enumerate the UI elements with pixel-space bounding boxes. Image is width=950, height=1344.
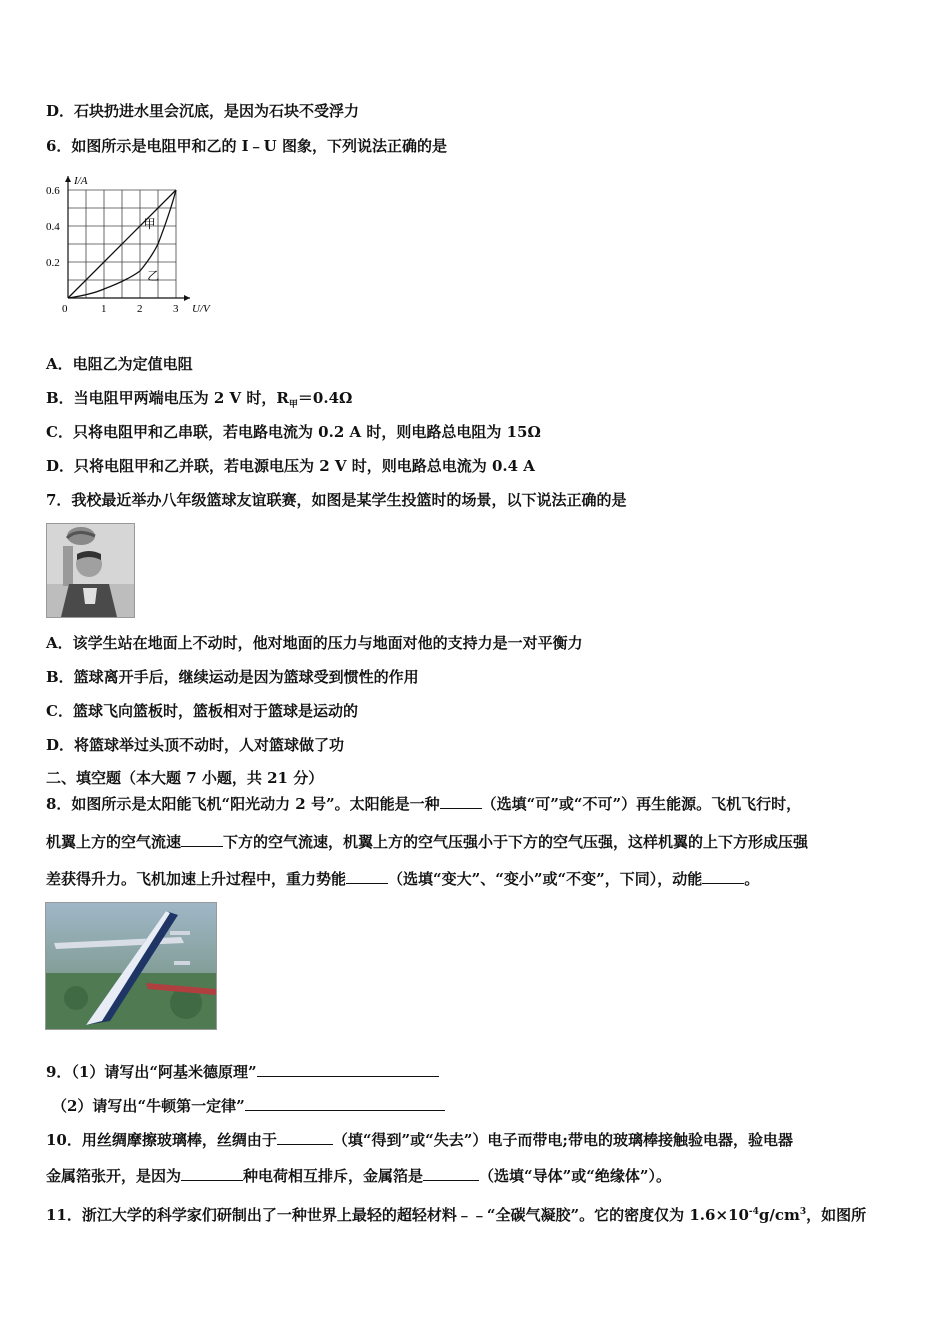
q10-line-2: 金属箔张开，是因为 种电荷相互排斥，金属箔是 （选填“导体”或“绝缘体”）。 <box>46 1167 672 1185</box>
q8-blank-1[interactable] <box>440 793 482 809</box>
q8-line-2: 机翼上方的空气流速 下方的空气流速，机翼上方的空气压强小于下方的空气压强，这样机翼的上下方形成压强 <box>46 833 809 851</box>
q10-blank-1[interactable] <box>277 1129 333 1145</box>
q8-blank-4[interactable] <box>702 868 744 884</box>
q6-option-d: D．只将电阻甲和乙并联，若电源电压为 2 V 时，则电路总电流为 0.4 A <box>46 457 535 475</box>
q7-option-a: A．该学生站在地面上不动时，他对地面的压力与地面对他的支持力是一对平衡力 <box>46 634 583 652</box>
q6-stem: 6．如图所示是电阻甲和乙的 I﹣U 图象，下列说法正确的是 <box>46 137 447 155</box>
y-tick-label: 0.4 <box>46 221 60 233</box>
q6-option-b: B．当电阻甲两端电压为 2 V 时，$R_甲=0.4\Omega$ <box>46 389 353 410</box>
q8-blank-2[interactable] <box>181 831 223 847</box>
q9-part-2: （2）请写出“牛顿第一定律” <box>52 1095 445 1117</box>
q5-option-d: D．石块扔进水里会沉底，是因为石块不受浮力 <box>46 102 360 120</box>
exponent-2: 3 <box>799 1207 807 1217</box>
x-axis-label: U/V <box>192 303 210 315</box>
q7-stem: 7．我校最近举办八年级篮球友谊联赛，如图是某学生投篮时的场景，以下说法正确的是 <box>46 491 627 509</box>
q9-part-1: 9．（1）请写出“阿基米德原理” <box>46 1061 439 1083</box>
iu-chart <box>44 168 224 320</box>
x-axis-arrow <box>184 295 190 301</box>
series-label-0: 甲 <box>143 216 156 231</box>
y-axis-arrow <box>65 176 71 182</box>
x-tick-label: 1 <box>101 303 107 315</box>
q6-option-c: C．只将电阻甲和乙串联，若电路电流为 0.2 A 时，则电路总电阻为 15Ω <box>46 423 541 441</box>
y-tick-label: 0.2 <box>46 257 60 269</box>
q8-blank-3[interactable] <box>346 868 388 884</box>
q8-line-3: 差获得升力。飞机加速上升过程中，重力势能 （选填“变大”、“变小”或“不变”，下同），动能 。 <box>46 870 760 888</box>
x-tick-label: 3 <box>173 303 179 315</box>
q10-blank-3[interactable] <box>423 1165 479 1181</box>
q7-option-d: D．将篮球举过头顶不动时，人对篮球做了功 <box>46 736 345 754</box>
y-tick-label: 0.6 <box>46 185 60 197</box>
q9-blank-1[interactable] <box>257 1061 439 1077</box>
solar-plane-photo <box>45 902 217 1030</box>
q8-line-1: 8．如图所示是太阳能飞机“阳光动力 2 号”。太阳能是一种 （选填“可”或“不可”）再生能源。飞机飞行时， <box>46 795 802 813</box>
y-axis-label: I/A <box>74 175 88 187</box>
q7-option-c: C．篮球飞向篮板时，篮板相对于篮球是运动的 <box>46 702 358 720</box>
q9-blank-2[interactable] <box>245 1095 445 1111</box>
basketball-photo <box>46 523 135 618</box>
x-tick-label: 0 <box>62 303 68 315</box>
section-2-heading: 二、填空题（本大题 7 小题，共 21 分） <box>46 769 324 787</box>
q11-line-1: 11．浙江大学的科学家们研制出了一种世界上最轻的超轻材料﹣﹣“全碳气凝胶”。它的密度仅为 $1.6\times 10^{-4}g/cm^3$，如图所 <box>46 1206 867 1224</box>
q6-option-a: A．电阻乙为定值电阻 <box>46 355 193 373</box>
series-label-1: 乙 <box>147 269 160 283</box>
q10-blank-2[interactable] <box>181 1165 243 1181</box>
exponent-1: -4 <box>748 1207 759 1217</box>
r-subscript: 甲 <box>288 400 298 410</box>
x-tick-label: 2 <box>137 303 143 315</box>
q7-option-b: B．篮球离开手后，继续运动是因为篮球受到惯性的作用 <box>46 668 419 686</box>
q10-line-1: 10．用丝绸摩擦玻璃棒，丝绸由于 （填“得到”或“失去”）电子而带电;带电的玻璃棒接触验电器，验电器 <box>46 1131 793 1149</box>
